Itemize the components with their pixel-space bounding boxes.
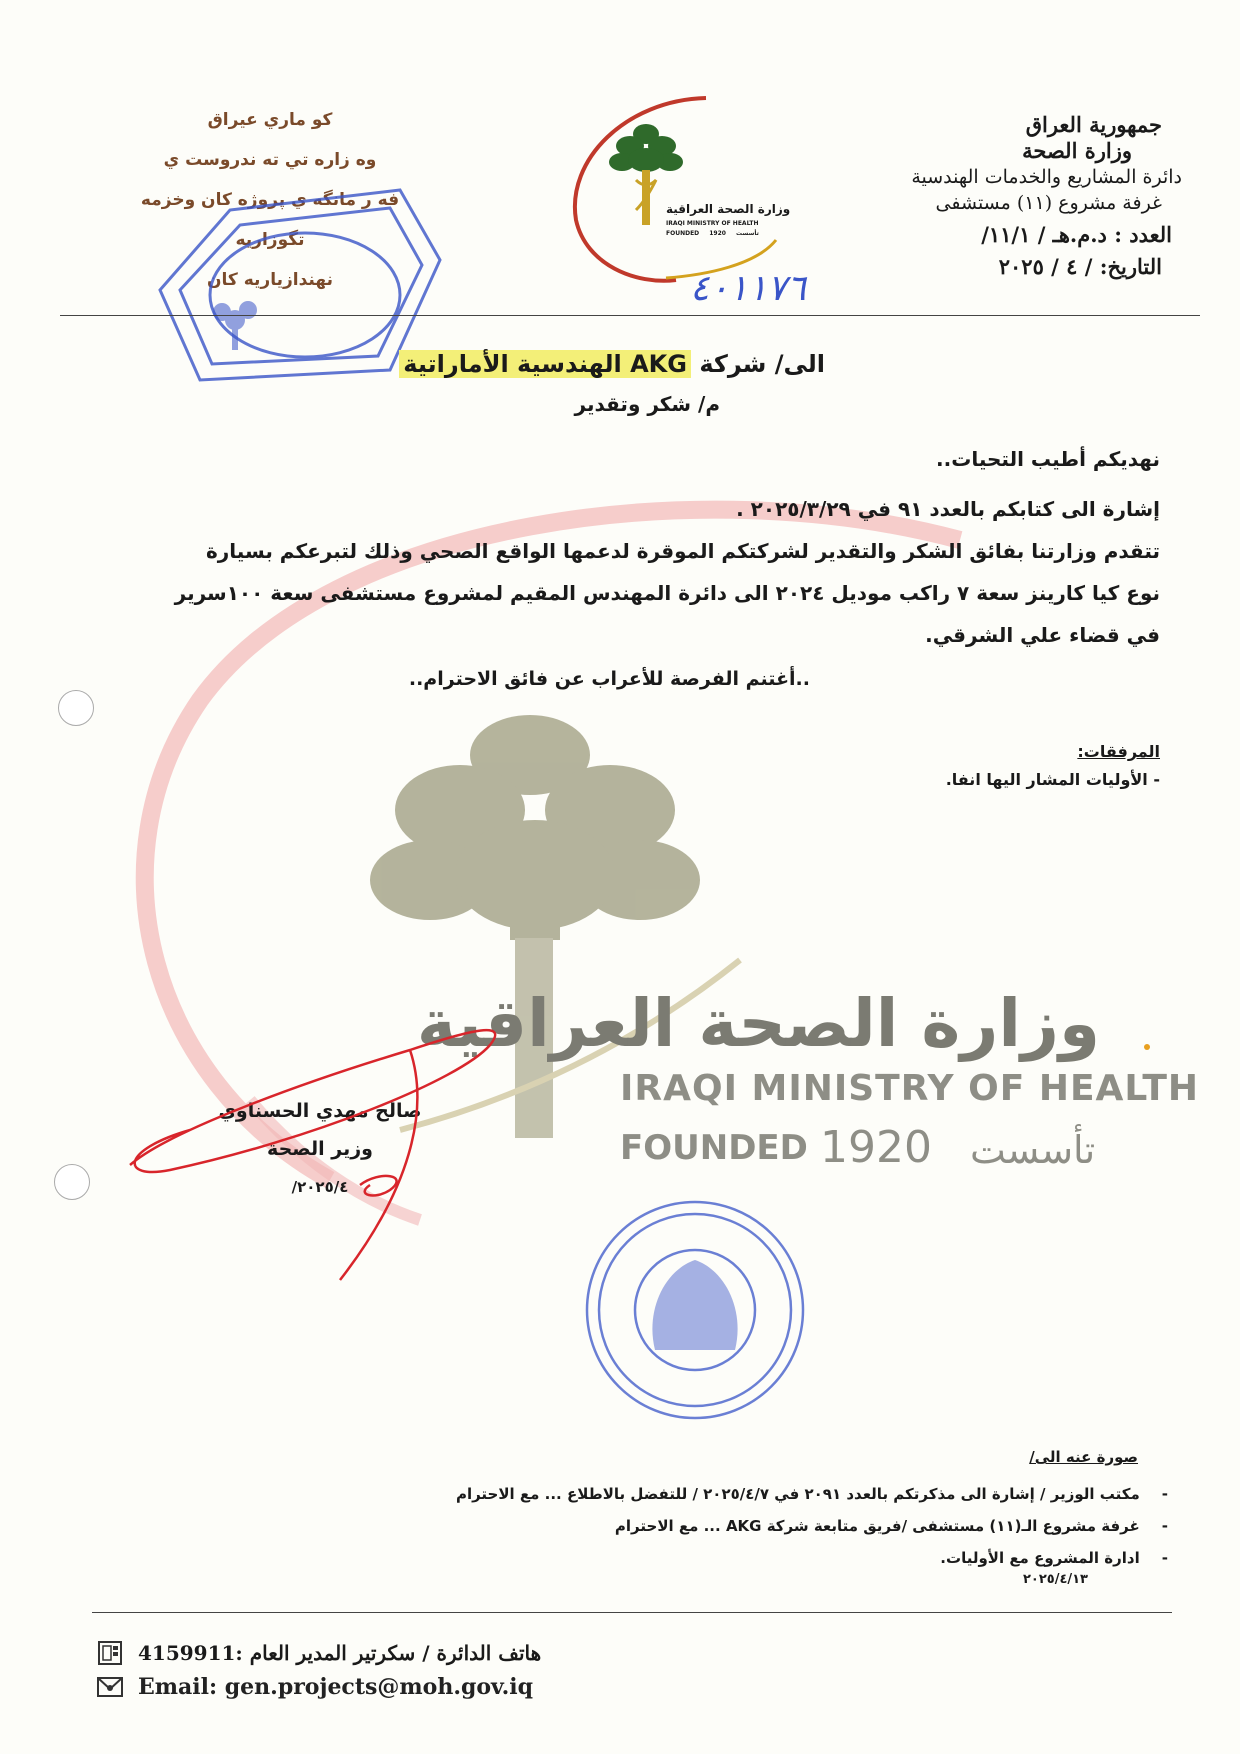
body-paragraph-1: تتقدم وزارتنا بفائق الشكر والتقدير لشركتكم الموقرة لدعمها الواقع الصحي وذلك لتبرعكم بسيارة [205, 539, 1160, 563]
round-ministry-stamp-icon [575, 1190, 815, 1430]
body-paragraph-3: في قضاء علي الشرقي. [925, 623, 1160, 647]
fax-icon [96, 1640, 124, 1666]
logo-founded: FOUNDED 1920 تأسست [666, 230, 759, 237]
cc-list [308, 1478, 1168, 1574]
punch-hole-bottom [54, 1164, 90, 1200]
header-right [762, 112, 1182, 280]
signer-name: صالح مهدي الحسناوي [218, 1100, 422, 1122]
footer-divider [92, 1612, 1172, 1613]
attachments-item: - الأوليات المشار اليها انفا. [945, 770, 1160, 789]
addressee-company: AKG الهندسية الأماراتية [399, 350, 691, 378]
watermark-arabic-title: وزارة الصحة العراقية [416, 985, 1100, 1062]
letter-number: العدد : د.م.هـ / ١١/١/ [981, 222, 1172, 247]
kurdish-directorate: فه ر مانگه ي پروژه كان وخزمه تگوزاريه [140, 190, 400, 250]
kurdish-engineering: نهندازياريه كان [207, 270, 333, 290]
cc-item: - ادارة المشروع مع الأوليات. [940, 1549, 1168, 1567]
footer-email-row [96, 1670, 541, 1704]
watermark-founded: FOUNDED [620, 1128, 808, 1168]
watermark-english-title: IRAQI MINISTRY OF HEALTH [620, 1068, 1200, 1109]
watermark-year: 1920 [820, 1122, 932, 1173]
attachments-title: المرفقات: [1077, 742, 1160, 761]
room-name: غرفة مشروع (١١) مستشفى [935, 192, 1162, 214]
letter-date: التاريخ: / ٤ / ٢٠٢٥ [998, 254, 1162, 279]
watermark-established: تأسست [970, 1128, 1096, 1172]
orange-dot-icon [1144, 1044, 1150, 1050]
handwritten-signature-icon [110, 990, 530, 1290]
subject-line: م/ شكر وتقدير [574, 392, 720, 416]
signature-date: ٢٠٢٥/٤/ [291, 1178, 349, 1196]
logo-english-title: IRAQI MINISTRY OF HEALTH [666, 220, 759, 227]
footer-phone: هاتف الدائرة / سكرتير المدير العام :4159911 [138, 1641, 542, 1665]
signer-title: وزير الصحة [267, 1138, 373, 1160]
punch-hole-top [58, 690, 94, 726]
republic-title: جمهورية العراق [1025, 112, 1162, 137]
cc-item: - مكتب الوزير / إشارة الى مذكرتكم بالعدد ٢٠٩١ في ٢٠٢٥/٤/٧ / للتفضل بالاطلاع ... مع الاحترام [455, 1485, 1168, 1503]
kurdish-ministry: وه زاره تي ته ندروست ي [163, 150, 377, 170]
ministry-title: وزارة الصحة [1022, 138, 1132, 163]
letter-body [110, 438, 1160, 656]
greeting: نهديكم أطيب التحيات.. [936, 447, 1160, 471]
footer [96, 1636, 541, 1704]
cc-item: - غرفة مشروع الـ(١١) مستشفى /فريق متابعة شركة AKG ... مع الاحترام [614, 1517, 1168, 1535]
addressee [399, 350, 825, 378]
header-divider [60, 315, 1200, 316]
logo-arabic-title: وزارة الصحة العراقية [666, 202, 791, 216]
attachments [946, 738, 1160, 794]
handwritten-incoming-number: ٤٠١١٧٦ [690, 268, 807, 309]
footer-email[interactable]: Email: gen.projects@moh.gov.iq [138, 1674, 534, 1700]
cc-title: صورة عنه الى/ [1029, 1448, 1138, 1466]
closing-line: ..أغتنم الفرصة للأعراب عن فائق الاحترام.. [408, 668, 810, 690]
body-paragraph-2: نوع كيا كارينز سعة ٧ راكب موديل ٢٠٢٤ الى دائرة المهندس المقيم لمشروع مستشفى سعة ١٠٠سرير [174, 581, 1160, 605]
reference-line: إشارة الى كتابكم بالعدد ٩١ في ٢٠٢٥/٣/٢٩ . [736, 497, 1160, 521]
kurdish-republic: كو ماري عيراق [207, 110, 333, 130]
email-icon [96, 1674, 124, 1700]
cc-date: ٢٠٢٥/٤/١٣ [1022, 1572, 1088, 1587]
addressee-prefix: الى/ شركة [699, 350, 825, 378]
ministry-logo [556, 90, 816, 290]
directorate-name: دائرة المشاريع والخدمات الهندسية [911, 166, 1182, 188]
logo-arc-icon [556, 90, 816, 290]
footer-phone-row [96, 1636, 541, 1670]
